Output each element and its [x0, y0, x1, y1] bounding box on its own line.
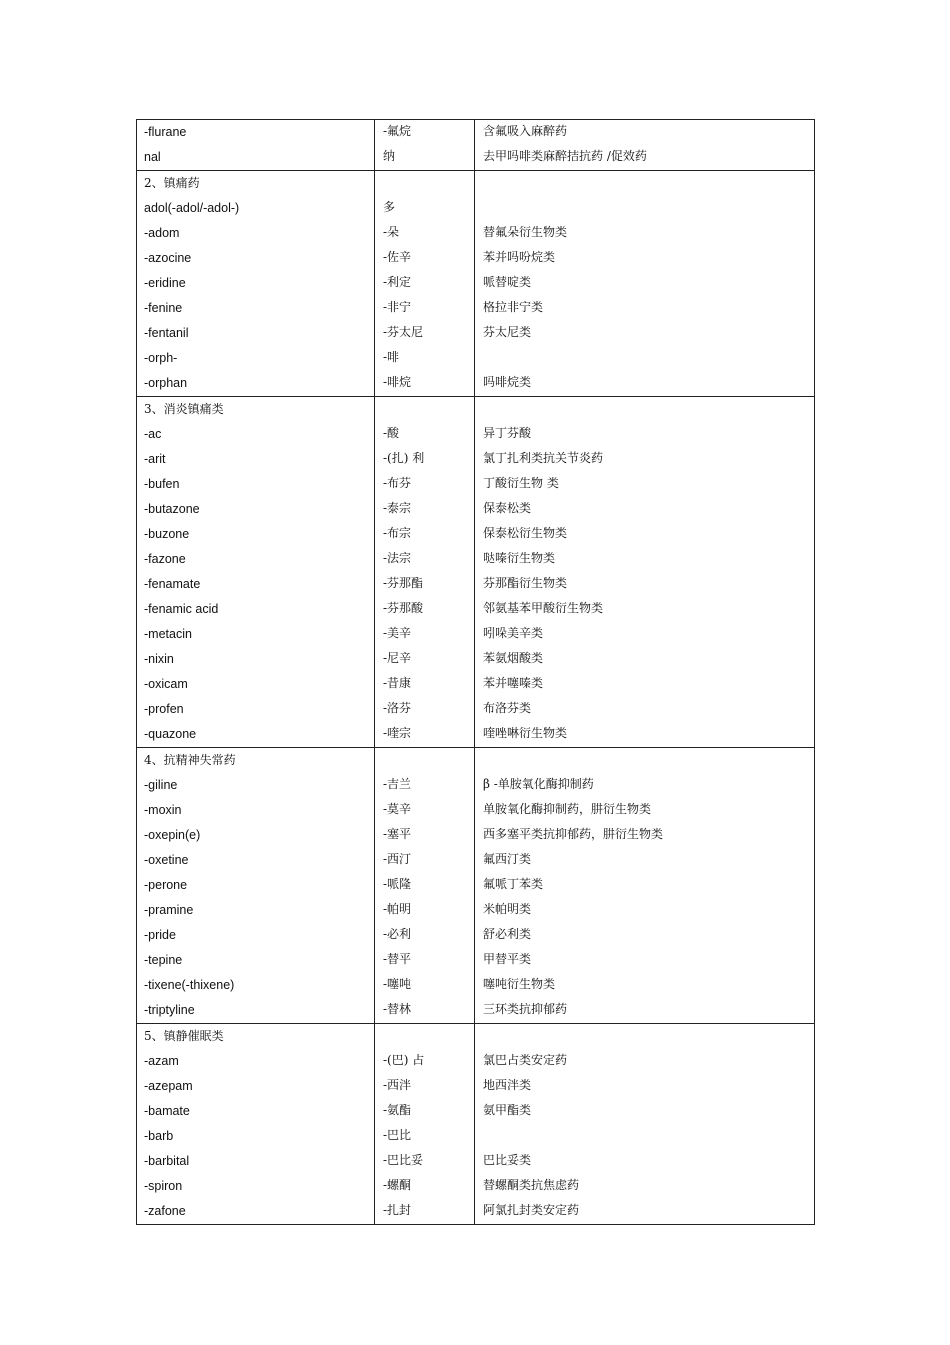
stem-english: -azepam	[144, 1079, 193, 1093]
stem-description: 氟西汀类	[483, 852, 532, 866]
stem-description: 氟哌丁苯类	[483, 877, 544, 891]
stem-description	[483, 346, 814, 371]
stem-english: -tepine	[144, 953, 183, 967]
stem-chinese: -巴比	[383, 1128, 412, 1142]
stem-description: 三环类抗抑郁药	[483, 1002, 568, 1016]
stem-english: -bamate	[144, 1104, 190, 1118]
stem-chinese: -(扎) 利	[383, 451, 425, 465]
spacer-line	[383, 171, 474, 196]
stem-chinese: -利定	[383, 275, 412, 289]
stem-chinese: -西汀	[383, 852, 412, 866]
stem-chinese: -啡烷	[383, 375, 412, 389]
stem-chinese: -尼辛	[383, 651, 412, 665]
stem-chinese: -替林	[383, 1002, 412, 1016]
stem-description: 哌替啶类	[483, 275, 532, 289]
spacer-line	[483, 171, 814, 196]
stem-english: -quazone	[144, 727, 197, 741]
stem-chinese: -芬那酯	[383, 576, 424, 590]
stem-column-cell	[137, 1024, 375, 1225]
stem-chinese: -昔康	[383, 676, 412, 690]
stem-description: 米帕明类	[483, 902, 532, 916]
description-column-cell	[475, 1024, 815, 1225]
stem-english: -orphan	[144, 376, 188, 390]
spacer-line	[483, 397, 814, 422]
stem-english: -spiron	[144, 1179, 183, 1193]
section-row	[137, 120, 815, 171]
chinese-stem-column-cell	[375, 171, 475, 397]
stem-description: 邻氨基苯甲酸衍生物类	[483, 601, 604, 615]
section-title: 3、消炎镇痛类	[144, 402, 224, 416]
chinese-stem-column-cell	[375, 120, 475, 171]
stem-description: 氨甲酯类	[483, 1103, 532, 1117]
stem-chinese: -哌隆	[383, 877, 412, 891]
stem-chinese: -噻吨	[383, 977, 412, 991]
section-row	[137, 397, 815, 748]
stem-description: 芬那酯衍生物类	[483, 576, 568, 590]
spacer-line	[383, 748, 474, 773]
stem-english: -azocine	[144, 251, 192, 265]
stem-description: 吗啡烷类	[483, 375, 532, 389]
stem-english: -fenine	[144, 301, 183, 315]
stem-english: nal	[144, 150, 161, 164]
stem-english: -tixene(-thixene)	[144, 978, 235, 992]
stem-english: -buzone	[144, 527, 190, 541]
stem-description: 苯并吗吩烷类	[483, 250, 556, 264]
description-column-cell	[475, 120, 815, 171]
stem-english: -fentanil	[144, 326, 189, 340]
stem-english: -zafone	[144, 1204, 186, 1218]
section-title: 4、抗精神失常药	[144, 753, 236, 767]
stem-chinese: -喹宗	[383, 726, 412, 740]
stem-chinese: -帕明	[383, 902, 412, 916]
section-row	[137, 748, 815, 1024]
stem-chinese: -氟烷	[383, 124, 412, 138]
stem-chinese: -巴比妥	[383, 1153, 424, 1167]
description-column-cell	[475, 748, 815, 1024]
spacer-line	[483, 1024, 814, 1049]
stem-english: -flurane	[144, 125, 187, 139]
chinese-stem-column-cell	[375, 397, 475, 748]
stem-english: -oxetine	[144, 853, 189, 867]
stem-english: -adom	[144, 226, 180, 240]
stem-chinese: -莫辛	[383, 802, 412, 816]
stem-description: 阿氯扎封类安定药	[483, 1203, 580, 1217]
stem-chinese: -啡	[383, 350, 400, 364]
stem-english: -perone	[144, 878, 188, 892]
stem-chinese: -替平	[383, 952, 412, 966]
stem-english: adol(-adol/-adol-)	[144, 201, 240, 215]
stem-english: -barbital	[144, 1154, 190, 1168]
spacer-line	[483, 748, 814, 773]
chinese-stem-column-cell	[375, 748, 475, 1024]
stem-description: 替氟朵衍生物类	[483, 225, 568, 239]
stem-description: 苯氨烟酸类	[483, 651, 544, 665]
stem-description: 布洛芬类	[483, 701, 532, 715]
stem-description: 单胺氧化酶抑制药，肼衍生物类	[483, 802, 652, 816]
stem-english: -moxin	[144, 803, 182, 817]
stem-chinese: -非宁	[383, 300, 412, 314]
stem-description: 巴比妥类	[483, 1153, 532, 1167]
description-column-cell	[475, 171, 815, 397]
stem-description: 吲哚美辛类	[483, 626, 544, 640]
stem-english: -fenamic acid	[144, 602, 219, 616]
stem-description: 格拉非宁类	[483, 300, 544, 314]
stem-chinese: -佐辛	[383, 250, 412, 264]
stem-description: 芬太尼类	[483, 325, 532, 339]
section-title: 5、镇静催眠类	[144, 1029, 224, 1043]
stem-description	[483, 1124, 814, 1149]
stem-chinese: -法宗	[383, 551, 412, 565]
stem-column-cell	[137, 171, 375, 397]
stem-english: -nixin	[144, 652, 174, 666]
stem-chinese: -洛芬	[383, 701, 412, 715]
stem-chinese: -塞平	[383, 827, 412, 841]
stem-description: 保泰松类	[483, 501, 532, 515]
stem-english: -giline	[144, 778, 178, 792]
stem-description: 氯丁扎利类抗关节炎药	[483, 451, 604, 465]
section-row	[137, 1024, 815, 1225]
section-title: 2、镇痛药	[144, 176, 200, 190]
stem-description: 保泰松衍生物类	[483, 526, 568, 540]
stem-description: 西多塞平类抗抑郁药，肼衍生物类	[483, 827, 664, 841]
stem-description: 甲替平类	[483, 952, 532, 966]
stem-english: -oxepin(e)	[144, 828, 201, 842]
spacer-line	[383, 1024, 474, 1049]
drug-stem-table	[136, 119, 815, 1225]
stem-english: -pride	[144, 928, 176, 942]
chinese-stem-column-cell	[375, 1024, 475, 1225]
stem-description	[483, 196, 814, 221]
stem-chinese: -布芬	[383, 476, 412, 490]
stem-chinese: -泰宗	[383, 501, 412, 515]
stem-english: -arit	[144, 452, 166, 466]
stem-description: 哒嗪衍生物类	[483, 551, 556, 565]
stem-description: 喹唑啉衍生物类	[483, 726, 568, 740]
stem-chinese: 纳	[383, 149, 396, 163]
stem-description: 含氟吸入麻醉药	[483, 124, 568, 138]
stem-english: -barb	[144, 1129, 174, 1143]
stem-chinese: 多	[383, 200, 396, 214]
stem-english: -metacin	[144, 627, 192, 641]
stem-description: 氯巴占类安定药	[483, 1053, 568, 1067]
stem-english: -oxicam	[144, 677, 188, 691]
stem-description: 苯并噻嗪类	[483, 676, 544, 690]
stem-description: 噻吨衍生物类	[483, 977, 556, 991]
stem-english: -butazone	[144, 502, 200, 516]
stem-chinese: -朵	[383, 225, 400, 239]
stem-chinese: -美辛	[383, 626, 412, 640]
stem-chinese: -(巴) 占	[383, 1053, 425, 1067]
stem-chinese: -吉兰	[383, 777, 412, 791]
stem-chinese: -必利	[383, 927, 412, 941]
section-row	[137, 171, 815, 397]
stem-chinese: -芬那酸	[383, 601, 424, 615]
stem-english: -pramine	[144, 903, 194, 917]
stem-description: 舒必利类	[483, 927, 532, 941]
stem-english: -fazone	[144, 552, 186, 566]
stem-chinese: -芬太尼	[383, 325, 424, 339]
stem-english: -bufen	[144, 477, 180, 491]
stem-description: 地西泮类	[483, 1078, 532, 1092]
stem-description: 去甲吗啡类麻醉拮抗药 /促效药	[483, 149, 647, 163]
description-column-cell	[475, 397, 815, 748]
stem-chinese: -布宗	[383, 526, 412, 540]
stem-chinese: -氨酯	[383, 1103, 412, 1117]
spacer-line	[383, 397, 474, 422]
stem-column-cell	[137, 397, 375, 748]
stem-chinese: -西泮	[383, 1078, 412, 1092]
stem-description: 丁酸衍生物 类	[483, 476, 559, 490]
stem-description: β -单胺氧化酶抑制药	[483, 777, 594, 791]
stem-description: 异丁芬酸	[483, 426, 532, 440]
stem-chinese: -酸	[383, 426, 400, 440]
stem-english: -fenamate	[144, 577, 201, 591]
stem-description: 替螺酮类抗焦虑药	[483, 1178, 580, 1192]
stem-chinese: -螺酮	[383, 1178, 412, 1192]
stem-chinese: -扎封	[383, 1203, 412, 1217]
stem-english: -azam	[144, 1054, 179, 1068]
stem-english: -orph-	[144, 351, 178, 365]
stem-english: -eridine	[144, 276, 186, 290]
stem-column-cell	[137, 748, 375, 1024]
stem-column-cell	[137, 120, 375, 171]
stem-english: -ac	[144, 427, 162, 441]
document-page	[136, 119, 814, 1225]
stem-english: -profen	[144, 702, 184, 716]
stem-english: -triptyline	[144, 1003, 195, 1017]
